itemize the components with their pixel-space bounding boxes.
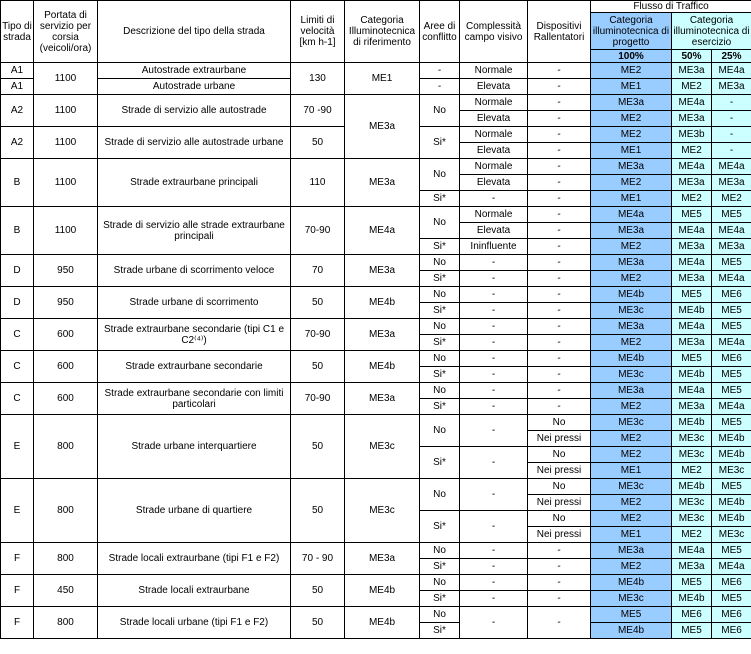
cell-progetto: ME2 — [591, 511, 672, 527]
cell-dispositivi: Nei pressi — [528, 495, 591, 511]
cell-esercizio-25: ME5 — [712, 319, 751, 335]
cell-aree: No — [420, 351, 460, 367]
cell-tipo: A2 — [1, 127, 34, 159]
cell-descrizione: Strade locali urbane (tipi F1 e F2) — [98, 607, 291, 639]
cell-categoria: ME4b — [345, 287, 420, 319]
cell-esercizio-25: - — [712, 127, 751, 143]
cell-aree: No — [420, 479, 460, 511]
cell-portata: 800 — [34, 415, 98, 479]
cell-tipo: B — [1, 207, 34, 255]
cell-complessita: - — [460, 351, 528, 367]
cell-tipo: E — [1, 479, 34, 543]
cell-esercizio-25: ME4b — [712, 447, 751, 463]
cell-aree: No — [420, 415, 460, 447]
cell-categoria: ME3a — [345, 95, 420, 159]
cell-dispositivi: - — [528, 335, 591, 351]
cell-complessita: - — [460, 479, 528, 511]
cell-complessita: Ininfluente — [460, 239, 528, 255]
cell-progetto: ME2 — [591, 63, 672, 79]
cell-esercizio-50: ME3c — [672, 511, 712, 527]
cell-progetto: ME4b — [591, 351, 672, 367]
cell-dispositivi: - — [528, 303, 591, 319]
cell-aree: Si* — [420, 591, 460, 607]
cell-limiti: 130 — [291, 63, 345, 95]
header-portata: Portata di servizio per corsia (veicoli/ora) — [34, 1, 98, 63]
cell-complessita: Elevata — [460, 111, 528, 127]
cell-esercizio-25: ME6 — [712, 607, 751, 623]
cell-dispositivi: - — [528, 223, 591, 239]
cell-aree: No — [420, 383, 460, 399]
cell-complessita: - — [460, 303, 528, 319]
cell-progetto: ME1 — [591, 79, 672, 95]
cell-dispositivi: - — [528, 351, 591, 367]
cell-aree: No — [420, 255, 460, 271]
cell-tipo: A1 — [1, 79, 34, 95]
cell-categoria: ME3a — [345, 159, 420, 207]
cell-dispositivi: - — [528, 383, 591, 399]
cell-portata: 950 — [34, 287, 98, 319]
cell-complessita: - — [460, 287, 528, 303]
cell-descrizione: Strade locali extraurbane — [98, 575, 291, 607]
cell-esercizio-25: ME5 — [712, 367, 751, 383]
cell-descrizione: Strade di servizio alle autostrade — [98, 95, 291, 127]
cell-dispositivi: - — [528, 191, 591, 207]
header-pct-50: 50% — [672, 50, 712, 63]
cell-dispositivi: No — [528, 479, 591, 495]
cell-progetto: ME2 — [591, 495, 672, 511]
cell-categoria: ME3c — [345, 415, 420, 479]
header-categoria-esercizio: Categoria illuminotecnica di esercizio — [673, 14, 750, 48]
cell-dispositivi: - — [528, 271, 591, 287]
cell-esercizio-50: ME3a — [672, 175, 712, 191]
cell-esercizio-50: ME3a — [672, 399, 712, 415]
cell-esercizio-25: - — [712, 111, 751, 127]
cell-esercizio-25: ME6 — [712, 623, 751, 639]
cell-categoria: ME4b — [345, 607, 420, 639]
cell-aree: No — [420, 575, 460, 591]
cell-esercizio-25: ME6 — [712, 351, 751, 367]
cell-descrizione: Strade urbane di scorrimento — [98, 287, 291, 319]
cell-limiti: 50 — [291, 607, 345, 639]
cell-dispositivi: - — [528, 591, 591, 607]
cell-esercizio-50: ME4b — [672, 479, 712, 495]
cell-limiti: 110 — [291, 159, 345, 207]
cell-complessita: - — [460, 335, 528, 351]
cell-esercizio-50: ME5 — [672, 623, 712, 639]
cell-esercizio-50: ME4a — [672, 543, 712, 559]
cell-descrizione: Strade locali extraurbane (tipi F1 e F2) — [98, 543, 291, 575]
cell-progetto: ME2 — [591, 335, 672, 351]
cell-esercizio-50: ME4a — [672, 159, 712, 175]
cell-esercizio-50: ME3c — [672, 495, 712, 511]
cell-progetto: ME2 — [591, 559, 672, 575]
cell-tipo: F — [1, 543, 34, 575]
cell-categoria: ME4b — [345, 575, 420, 607]
cell-esercizio-25: ME3a — [712, 79, 751, 95]
cell-progetto: ME2 — [591, 175, 672, 191]
cell-dispositivi: - — [528, 559, 591, 575]
cell-descrizione: Strade extraurbane secondarie con limiti particolari — [98, 383, 291, 415]
cell-dispositivi: - — [528, 159, 591, 175]
cell-aree: Si* — [420, 239, 460, 255]
cell-limiti: 70 -90 — [291, 95, 345, 127]
cell-categoria: ME3c — [345, 479, 420, 543]
cell-complessita: Normale — [460, 159, 528, 175]
cell-esercizio-50: ME4b — [672, 591, 712, 607]
cell-tipo: A1 — [1, 63, 34, 79]
cell-progetto: ME2 — [591, 127, 672, 143]
cell-esercizio-25: - — [712, 95, 751, 111]
cell-descrizione: Strade extraurbane secondarie — [98, 351, 291, 383]
cell-complessita: - — [460, 271, 528, 287]
cell-esercizio-50: ME3a — [672, 559, 712, 575]
cell-esercizio-25: ME4a — [712, 399, 751, 415]
cell-aree: Si* — [420, 447, 460, 479]
cell-complessita: - — [460, 319, 528, 335]
cell-esercizio-50: ME4a — [672, 319, 712, 335]
cell-tipo: C — [1, 383, 34, 415]
cell-tipo: B — [1, 159, 34, 207]
cell-descrizione: Strade di servizio alle strade extraurbane principali — [98, 207, 291, 255]
cell-esercizio-25: ME5 — [712, 207, 751, 223]
cell-portata: 600 — [34, 319, 98, 351]
cell-progetto: ME2 — [591, 111, 672, 127]
cell-descrizione: Strade extraurbane principali — [98, 159, 291, 207]
cell-esercizio-50: ME4a — [672, 255, 712, 271]
cell-aree: No — [420, 207, 460, 239]
cell-esercizio-50: ME5 — [672, 207, 712, 223]
cell-portata: 800 — [34, 543, 98, 575]
cell-portata: 1100 — [34, 159, 98, 207]
header-complessita: Complessità campo visivo — [460, 1, 528, 63]
cell-esercizio-50: ME2 — [672, 527, 712, 543]
cell-categoria: ME3a — [345, 255, 420, 287]
cell-dispositivi: - — [528, 239, 591, 255]
cell-esercizio-50: ME2 — [672, 143, 712, 159]
cell-complessita: - — [460, 191, 528, 207]
cell-dispositivi: - — [528, 367, 591, 383]
cell-tipo: D — [1, 255, 34, 287]
cell-complessita: Normale — [460, 207, 528, 223]
header-categoria-riferimento: Categoria Illuminotecnica di riferimento — [345, 1, 420, 63]
cell-esercizio-50: ME4b — [672, 303, 712, 319]
cell-portata: 1100 — [34, 95, 98, 127]
cell-complessita: Normale — [460, 127, 528, 143]
cell-tipo: A2 — [1, 95, 34, 127]
cell-limiti: 50 — [291, 127, 345, 159]
cell-esercizio-50: ME5 — [672, 575, 712, 591]
cell-dispositivi: No — [528, 415, 591, 431]
cell-progetto: ME3a — [591, 319, 672, 335]
cell-esercizio-50: ME3a — [672, 111, 712, 127]
header-flusso-traffico: Flusso di Traffico — [591, 1, 751, 13]
cell-esercizio-50: ME5 — [672, 351, 712, 367]
cell-categoria: ME3a — [345, 319, 420, 351]
cell-esercizio-25: ME4a — [712, 559, 751, 575]
cell-descrizione: Autostrade extraurbane — [98, 63, 291, 79]
cell-aree: No — [420, 319, 460, 335]
cell-esercizio-25: ME4a — [712, 271, 751, 287]
cell-descrizione: Strade di servizio alle autostrade urbane — [98, 127, 291, 159]
cell-esercizio-50: ME3a — [672, 271, 712, 287]
cell-esercizio-25: ME4b — [712, 495, 751, 511]
cell-esercizio-50: ME2 — [672, 79, 712, 95]
cell-dispositivi: - — [528, 575, 591, 591]
cell-tipo: C — [1, 319, 34, 351]
cell-esercizio-25: - — [712, 143, 751, 159]
cell-dispositivi: - — [528, 79, 591, 95]
cell-limiti: 70-90 — [291, 207, 345, 255]
cell-aree: Si* — [420, 127, 460, 159]
cell-progetto: ME1 — [591, 191, 672, 207]
cell-dispositivi: - — [528, 607, 591, 639]
cell-progetto: ME3a — [591, 223, 672, 239]
cell-progetto: ME3c — [591, 479, 672, 495]
cell-progetto: ME3a — [591, 159, 672, 175]
cell-complessita: - — [460, 447, 528, 479]
cell-esercizio-25: ME4b — [712, 431, 751, 447]
header-descrizione: Descrizione del tipo della strada — [98, 1, 291, 63]
cell-dispositivi: - — [528, 127, 591, 143]
cell-progetto: ME3a — [591, 383, 672, 399]
cell-esercizio-50: ME3a — [672, 239, 712, 255]
cell-progetto: ME3a — [591, 543, 672, 559]
cell-complessita: - — [460, 543, 528, 559]
cell-portata: 450 — [34, 575, 98, 607]
header-categoria-progetto: Categoria illuminotecnica di progetto — [591, 13, 672, 50]
cell-progetto: ME3c — [591, 303, 672, 319]
cell-esercizio-25: ME6 — [712, 287, 751, 303]
cell-progetto: ME1 — [591, 527, 672, 543]
cell-dispositivi: - — [528, 543, 591, 559]
cell-esercizio-25: ME5 — [712, 255, 751, 271]
cell-aree: Si* — [420, 303, 460, 319]
cell-esercizio-25: ME3a — [712, 239, 751, 255]
cell-esercizio-25: ME4a — [712, 63, 751, 79]
cell-portata: 950 — [34, 255, 98, 287]
cell-complessita: - — [460, 383, 528, 399]
cell-dispositivi: - — [528, 143, 591, 159]
cell-esercizio-50: ME3a — [672, 63, 712, 79]
cell-aree: Si* — [420, 511, 460, 543]
cell-tipo: F — [1, 607, 34, 639]
cell-esercizio-25: ME4a — [712, 223, 751, 239]
cell-limiti: 70 — [291, 255, 345, 287]
cell-progetto: ME3c — [591, 415, 672, 431]
cell-esercizio-25: ME4a — [712, 335, 751, 351]
cell-esercizio-25: ME5 — [712, 479, 751, 495]
cell-progetto: ME2 — [591, 239, 672, 255]
cell-esercizio-25: ME5 — [712, 591, 751, 607]
cell-dispositivi: - — [528, 255, 591, 271]
cell-esercizio-25: ME5 — [712, 415, 751, 431]
cell-esercizio-25: ME5 — [712, 303, 751, 319]
cell-esercizio-50: ME4a — [672, 223, 712, 239]
cell-aree: Si* — [420, 559, 460, 575]
cell-descrizione: Strade extraurbane secondarie (tipi C1 e C2⁽⁴⁾) — [98, 319, 291, 351]
cell-progetto: ME1 — [591, 143, 672, 159]
cell-aree: Si* — [420, 367, 460, 383]
cell-esercizio-25: ME6 — [712, 575, 751, 591]
cell-aree: Si* — [420, 191, 460, 207]
cell-descrizione: Strade urbane di quartiere — [98, 479, 291, 543]
cell-progetto: ME3c — [591, 591, 672, 607]
cell-dispositivi: Nei pressi — [528, 431, 591, 447]
cell-dispositivi: - — [528, 399, 591, 415]
cell-limiti: 50 — [291, 287, 345, 319]
cell-descrizione: Strade urbane interquartiere — [98, 415, 291, 479]
cell-limiti: 50 — [291, 415, 345, 479]
cell-complessita: - — [460, 575, 528, 591]
cell-portata: 1100 — [34, 207, 98, 255]
cell-complessita: Normale — [460, 63, 528, 79]
cell-dispositivi: - — [528, 111, 591, 127]
cell-complessita: Elevata — [460, 175, 528, 191]
cell-esercizio-50: ME3a — [672, 335, 712, 351]
header-aree-conflitto: Aree di conflitto — [420, 1, 460, 63]
cell-limiti: 70 - 90 — [291, 543, 345, 575]
cell-progetto: ME4b — [591, 575, 672, 591]
cell-dispositivi: Nei pressi — [528, 463, 591, 479]
cell-aree: - — [420, 63, 460, 79]
cell-esercizio-25: ME2 — [712, 191, 751, 207]
header-dispositivi: Dispositivi Rallentatori — [528, 1, 591, 63]
cell-progetto: ME1 — [591, 463, 672, 479]
header-tipo: Tipo di strada — [1, 1, 34, 63]
cell-esercizio-50: ME3b — [672, 127, 712, 143]
cell-limiti: 70-90 — [291, 319, 345, 351]
cell-progetto: ME3c — [591, 367, 672, 383]
cell-complessita: Elevata — [460, 79, 528, 95]
cell-esercizio-50: ME5 — [672, 287, 712, 303]
cell-aree: Si* — [420, 335, 460, 351]
cell-complessita: - — [460, 607, 528, 639]
cell-tipo: F — [1, 575, 34, 607]
cell-aree: No — [420, 159, 460, 191]
cell-esercizio-50: ME4b — [672, 367, 712, 383]
cell-descrizione: Strade urbane di scorrimento veloce — [98, 255, 291, 287]
header-limiti: Limiti di velocità [km h-1] — [291, 1, 345, 63]
cell-progetto: ME3a — [591, 255, 672, 271]
cell-complessita: Elevata — [460, 143, 528, 159]
cell-esercizio-50: ME2 — [672, 463, 712, 479]
cell-aree: No — [420, 95, 460, 127]
cell-esercizio-25: ME3c — [712, 527, 751, 543]
cell-aree: No — [420, 607, 460, 623]
cell-complessita: Elevata — [460, 223, 528, 239]
cell-limiti: 70-90 — [291, 383, 345, 415]
cell-portata: 800 — [34, 607, 98, 639]
cell-esercizio-50: ME4b — [672, 415, 712, 431]
header-pct-25: 25% — [712, 50, 751, 63]
cell-complessita: - — [460, 255, 528, 271]
cell-portata: 600 — [34, 383, 98, 415]
cell-complessita: - — [460, 511, 528, 543]
cell-portata: 600 — [34, 351, 98, 383]
cell-categoria: ME1 — [345, 63, 420, 95]
cell-esercizio-25: ME4b — [712, 511, 751, 527]
cell-esercizio-50: ME6 — [672, 607, 712, 623]
cell-portata: 1100 — [34, 127, 98, 159]
cell-esercizio-50: ME3c — [672, 431, 712, 447]
cell-categoria: ME4a — [345, 207, 420, 255]
cell-portata: 800 — [34, 479, 98, 543]
cell-complessita: - — [460, 367, 528, 383]
cell-dispositivi: - — [528, 63, 591, 79]
cell-esercizio-25: ME5 — [712, 543, 751, 559]
cell-tipo: E — [1, 415, 34, 479]
cell-progetto: ME2 — [591, 399, 672, 415]
cell-progetto: ME2 — [591, 271, 672, 287]
cell-complessita: - — [460, 415, 528, 447]
cell-progetto: ME3a — [591, 95, 672, 111]
cell-progetto: ME4b — [591, 623, 672, 639]
cell-descrizione: Autostrade urbane — [98, 79, 291, 95]
cell-esercizio-50: ME4a — [672, 95, 712, 111]
cell-dispositivi: No — [528, 447, 591, 463]
cell-esercizio-25: ME3a — [712, 175, 751, 191]
cell-esercizio-25: ME5 — [712, 383, 751, 399]
cell-portata: 1100 — [34, 63, 98, 95]
cell-progetto: ME2 — [591, 431, 672, 447]
cell-dispositivi: No — [528, 511, 591, 527]
cell-complessita: - — [460, 399, 528, 415]
cell-tipo: C — [1, 351, 34, 383]
cell-limiti: 50 — [291, 575, 345, 607]
cell-esercizio-50: ME3c — [672, 447, 712, 463]
cell-categoria: ME4b — [345, 351, 420, 383]
cell-aree: Si* — [420, 623, 460, 639]
cell-esercizio-50: ME4a — [672, 383, 712, 399]
cell-dispositivi: - — [528, 287, 591, 303]
cell-categoria: ME3a — [345, 383, 420, 415]
cell-dispositivi: - — [528, 175, 591, 191]
cell-esercizio-50: ME2 — [672, 191, 712, 207]
cell-limiti: 50 — [291, 479, 345, 543]
cell-progetto: ME2 — [591, 447, 672, 463]
cell-dispositivi: Nei pressi — [528, 527, 591, 543]
cell-aree: - — [420, 79, 460, 95]
cell-aree: Si* — [420, 271, 460, 287]
cell-dispositivi: - — [528, 207, 591, 223]
cell-tipo: D — [1, 287, 34, 319]
cell-progetto: ME5 — [591, 607, 672, 623]
cell-aree: No — [420, 543, 460, 559]
cell-complessita: - — [460, 559, 528, 575]
cell-limiti: 50 — [291, 351, 345, 383]
cell-complessita: Normale — [460, 95, 528, 111]
cell-dispositivi: - — [528, 319, 591, 335]
cell-aree: Si* — [420, 399, 460, 415]
cell-esercizio-25: ME3c — [712, 463, 751, 479]
cell-dispositivi: - — [528, 95, 591, 111]
header-pct-100: 100% — [591, 50, 672, 63]
cell-progetto: ME4a — [591, 207, 672, 223]
cell-progetto: ME4b — [591, 287, 672, 303]
cell-esercizio-25: ME4a — [712, 159, 751, 175]
cell-aree: No — [420, 287, 460, 303]
cell-complessita: - — [460, 591, 528, 607]
cell-categoria: ME3a — [345, 543, 420, 575]
